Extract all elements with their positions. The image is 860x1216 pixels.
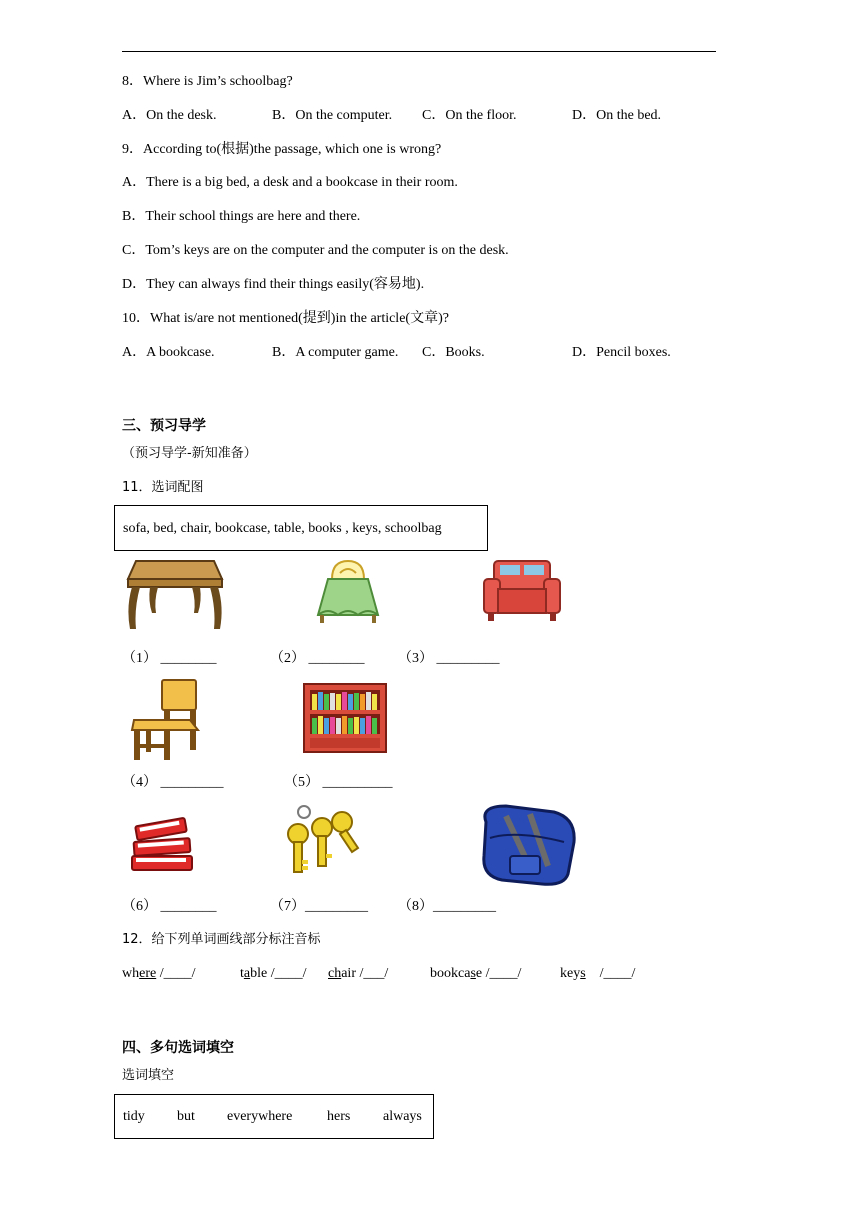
phonetic-underlined: a [243,966,251,981]
phonetic-item-bookcase[interactable] [430,965,521,983]
blank-5[interactable]: （5） __________ [284,775,393,790]
top-rule [122,51,716,52]
keys-image [282,804,362,880]
question-10-stem: 10．What is/are not mentioned(提到)in the article(文章)? [122,311,449,326]
phonetic-post: /____/ [585,966,636,981]
word-bank-box [114,1094,434,1139]
option-c: C．On the floor. [422,108,517,123]
phonetic-post: ble /____/ [250,966,307,981]
blank-7[interactable]: （7）_________ [270,899,368,914]
bookcase-image [302,682,388,754]
word-box-text: sofa, bed, chair, bookcase, table, books , keys, schoolbag [123,521,442,536]
phonetic-post: air /___/ [341,966,389,981]
schoolbag-image [476,802,580,888]
phonetic-underlined: ere [139,966,157,981]
blank-2[interactable]: （2） ________ [270,651,365,666]
question-9-option-c: C．Tom’s keys are on the computer and the computer is on the desk. [122,243,509,258]
option-a: A．On the desk. [122,108,217,123]
option-b: B．On the computer. [272,108,393,123]
option-d: D．On the bed. [572,108,662,123]
blank-1[interactable]: （1） ________ [122,651,217,666]
table-image [122,557,228,637]
word-box [114,505,488,551]
word-bank-item: everywhere [227,1109,293,1124]
section-4-heading: 四、多句选词填空 [122,1040,234,1056]
phonetic-item-keys[interactable] [560,965,635,983]
chair-image [128,676,204,764]
sofa-image [480,557,564,627]
phonetic-underlined: s [470,966,476,981]
phonetic-pre: t [240,966,244,981]
question-9-stem: 9．According to(根据)the passage, which one is wrong? [122,142,442,157]
question-11-title: 11．选词配图 [122,480,204,495]
phonetic-pre: wh [122,966,140,981]
phonetic-pre: bookca [430,966,471,981]
section-3-subtitle: （预习导学-新知准备） [122,446,257,461]
section-4-subtitle: 选词填空 [122,1068,175,1083]
phonetic-post: /____/ [156,966,196,981]
blank-6[interactable]: （6） ________ [122,899,217,914]
question-9-option-d: D．They can always find their things easily(容易地). [122,277,425,292]
option-a: A．A bookcase. [122,345,215,360]
blank-4[interactable]: （4） _________ [122,775,224,790]
question-9-option-b: B．Their school things are here and there. [122,209,361,224]
phonetic-item-chair[interactable] [328,965,388,983]
question-8-stem: 8．Where is Jim’s schoolbag? [122,74,293,89]
phonetic-underlined: ch [328,966,342,981]
question-9-option-a: A．There is a big bed, a desk and a bookcase in their room. [122,175,458,190]
phonetic-item-table[interactable] [240,965,307,983]
phonetic-pre: key [560,966,581,981]
bed-image [314,557,382,627]
phonetic-post: e /____/ [475,966,522,981]
word-bank-item: hers [327,1109,351,1124]
blank-3[interactable]: （3） _________ [398,651,500,666]
blank-8[interactable]: （8）_________ [398,899,496,914]
phonetic-item-where[interactable] [122,965,196,983]
word-bank-item: always [383,1109,422,1124]
option-b: B．A computer game. [272,345,399,360]
phonetic-underlined: s [580,966,586,981]
books-image [128,812,196,876]
section-3-heading: 三、预习导学 [122,418,206,434]
option-c: C．Books. [422,345,485,360]
word-bank-item: tidy [123,1109,145,1124]
option-d: D．Pencil boxes. [572,345,671,360]
question-12-title: 12．给下列单词画线部分标注音标 [122,932,321,947]
word-bank-item: but [177,1109,195,1124]
